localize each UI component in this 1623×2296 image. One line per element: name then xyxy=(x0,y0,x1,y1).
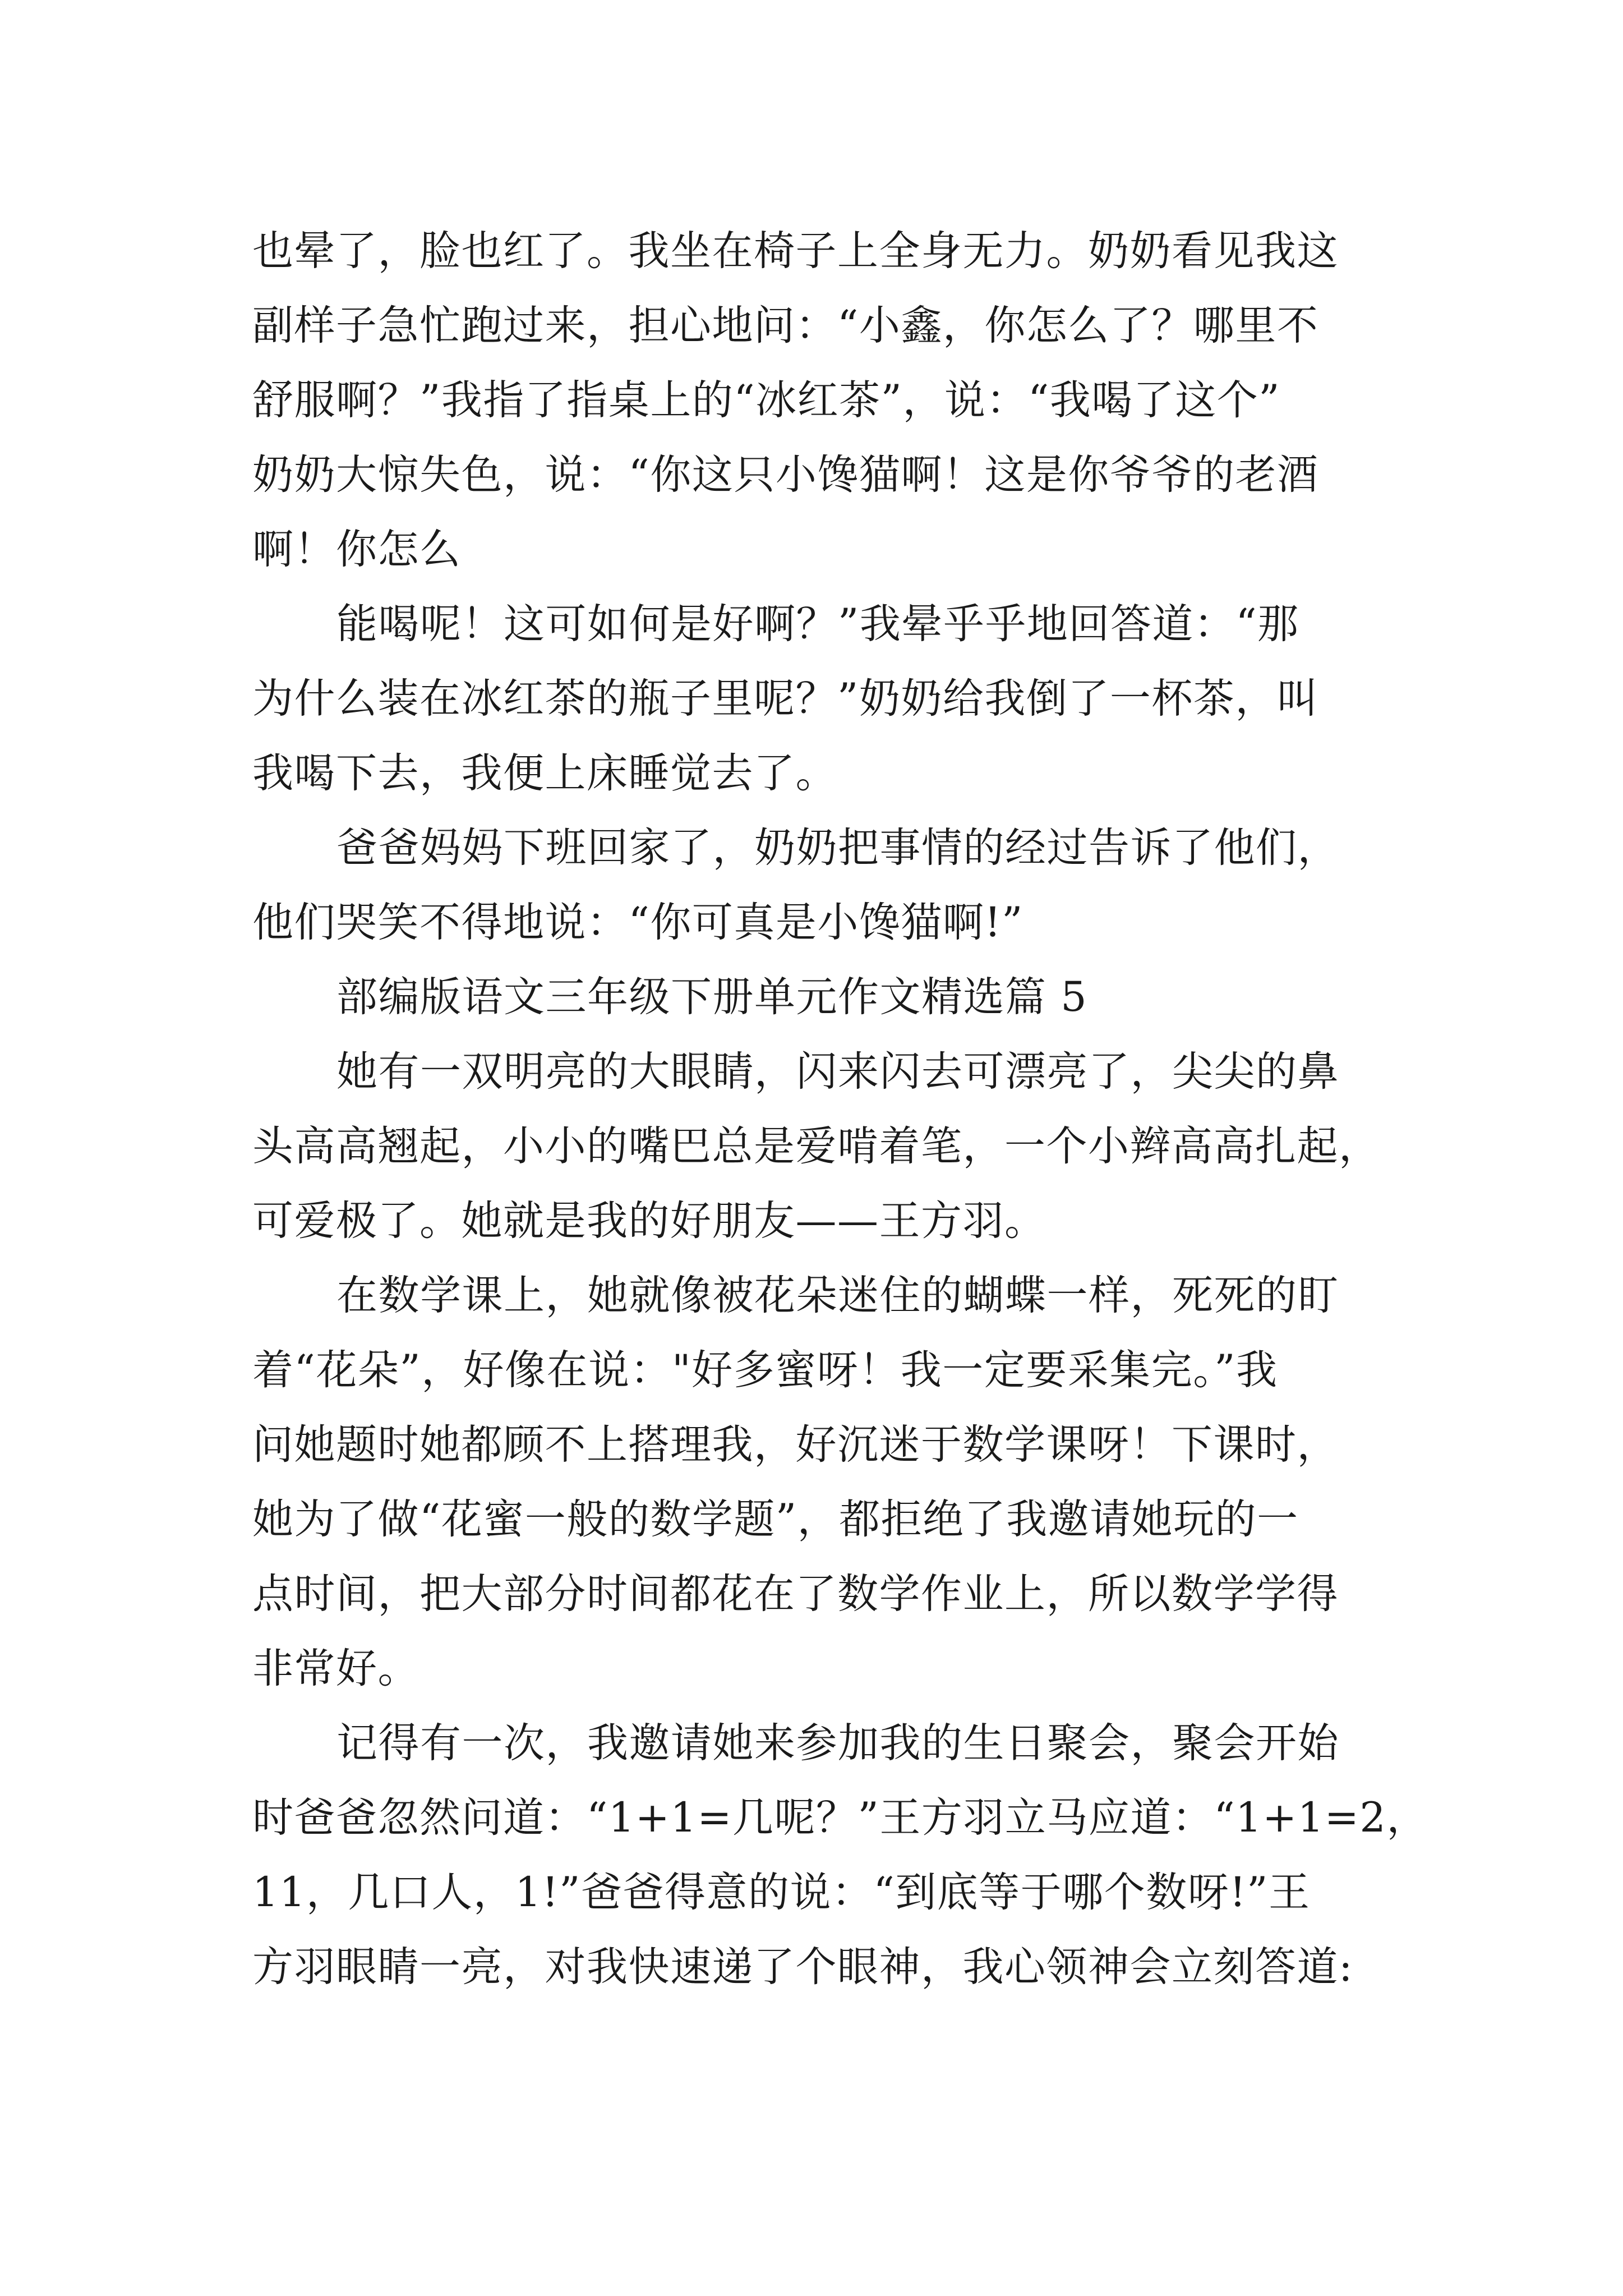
text-line: 着“花朵”，好像在说："好多蜜呀！我一定要采集完。”我 xyxy=(252,1346,1278,1394)
text-line: 她有一双明亮的大眼睛，闪来闪去可漂亮了，尖尖的鼻 xyxy=(336,1048,1339,1096)
text-line: 问她题时她都顾不上搭理我，好沉迷于数学课呀！下课时， xyxy=(252,1421,1339,1469)
text-line: 舒服啊？”我指了指桌上的“冰红茶”，说：“我喝了这个” xyxy=(252,376,1281,424)
text-line: 啊！你怎么 xyxy=(252,526,462,573)
text-line: 爸爸妈妈下班回家了，奶奶把事情的经过告诉了他们， xyxy=(336,824,1339,872)
text-line: 我喝下去，我便上床睡觉去了。 xyxy=(252,749,837,797)
text-line: 他们哭笑不得地说：“你可真是小馋猫啊!” xyxy=(252,899,1023,946)
text-line: 奶奶大惊失色，说：“你这只小馋猫啊！这是你爷爷的老酒 xyxy=(252,451,1319,499)
text-line: 方羽眼睛一亮，对我快速递了个眼神，我心领神会立刻答道: xyxy=(252,1943,1354,1991)
text-line: 非常好。 xyxy=(252,1645,419,1692)
text-line: 头高高翘起，小小的嘴巴总是爱啃着笔，一个小辫高高扎起， xyxy=(252,1122,1381,1170)
text-line: 11，几口人，1!”爸爸得意的说：“到底等于哪个数呀!”王 xyxy=(252,1869,1311,1916)
text-line: 时爸爸忽然问道：“1+1=几呢？”王方羽立马应道：“1+1=2， xyxy=(252,1794,1428,1842)
text-line: 她为了做“花蜜一般的数学题”，都拒绝了我邀请她玩的一 xyxy=(252,1496,1299,1543)
text-line: 副样子急忙跑过来，担心地问：“小鑫，你怎么了？哪里不 xyxy=(252,302,1319,349)
text-line: 可爱极了。她就是我的好朋友——王方羽。 xyxy=(252,1197,1046,1245)
text-line: 能喝呢！这可如何是好啊？”我晕乎乎地回答道：“那 xyxy=(336,600,1299,648)
section-heading: 部编版语文三年级下册单元作文精选篇 5 xyxy=(336,973,1088,1021)
text-line: 在数学课上，她就像被花朵迷住的蝴蝶一样，死死的盯 xyxy=(336,1272,1339,1319)
text-line: 记得有一次，我邀请她来参加我的生日聚会，聚会开始 xyxy=(336,1719,1339,1767)
text-line: 点时间，把大部分时间都花在了数学作业上，所以数学学得 xyxy=(252,1570,1339,1618)
text-line: 为什么装在冰红茶的瓶子里呢？”奶奶给我倒了一杯茶，叫 xyxy=(252,675,1319,723)
text-line: 也晕了，脸也红了。我坐在椅子上全身无力。奶奶看见我这 xyxy=(252,227,1339,275)
